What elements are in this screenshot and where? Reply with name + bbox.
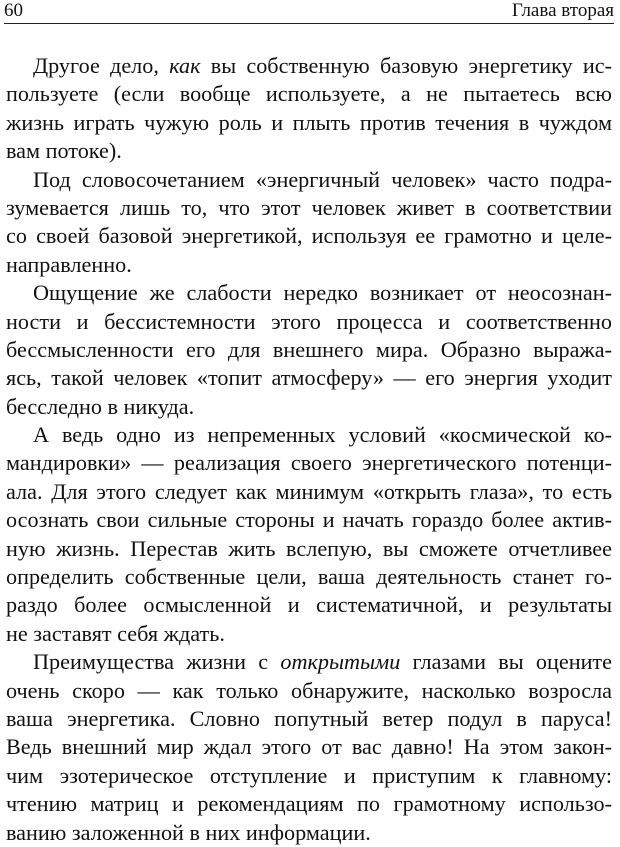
text-line xyxy=(6,563,612,591)
text-line xyxy=(6,279,612,307)
text-line xyxy=(6,506,612,534)
text-line xyxy=(6,449,612,477)
body-text xyxy=(6,52,612,847)
text-line xyxy=(6,819,612,847)
text-line xyxy=(6,137,612,165)
paragraph xyxy=(6,421,612,648)
text-run: жизнь играть чужую роль и плыть против течения в чуждом xyxy=(6,109,612,135)
text-run: со своей базовой энергетикой, используя ее грамотно и целе- xyxy=(6,223,612,249)
text-run: осознать свои сильные стороны и начать гораздо более актив- xyxy=(6,507,612,533)
text-run: ности и бессистемности этого процесса и соответственно xyxy=(6,308,612,334)
paragraph xyxy=(6,52,612,166)
text-run: ваша энергетика. Словно попутный ветер подул в паруса! xyxy=(6,705,612,731)
text-run: раздо более осмысленной и систематичной, и результаты xyxy=(6,592,612,618)
text-run: Ощущение же слабости нередко возникает от неосознан- xyxy=(33,280,612,306)
text-line xyxy=(6,393,612,421)
text-line xyxy=(6,194,612,222)
text-run: мандировки» — реализация своего энергетического потенци- xyxy=(6,450,612,476)
text-run: очень скоро — как только обнаружите, насколько возросла xyxy=(6,677,612,703)
text-line xyxy=(6,336,612,364)
text-run: направленно. xyxy=(6,251,132,277)
text-line xyxy=(6,620,612,648)
text-run: А ведь одно из непременных условий «космической ко- xyxy=(33,422,612,448)
text-line xyxy=(6,677,612,705)
text-line xyxy=(6,166,612,194)
text-run: чим эзотерическое отступление и приступим к главному: xyxy=(6,762,612,788)
text-line xyxy=(6,733,612,761)
text-run: не заставят себя ждать. xyxy=(6,620,225,646)
text-line xyxy=(6,591,612,619)
text-line xyxy=(6,790,612,818)
emphasis-text: как xyxy=(169,53,201,78)
page-header xyxy=(4,0,614,24)
text-run: ванию заложенной в них информации. xyxy=(6,819,371,845)
running-head: Глава вторая xyxy=(511,0,614,21)
text-line xyxy=(6,251,612,279)
paragraph xyxy=(6,279,612,421)
text-line xyxy=(6,648,612,676)
text-run: Другое дело, xyxy=(33,53,170,78)
text-line xyxy=(6,421,612,449)
text-line xyxy=(6,705,612,733)
text-run: Преимущества жизни с xyxy=(33,649,281,675)
text-line xyxy=(6,762,612,790)
text-run: определить собственные цели, ваша деятельность станет го- xyxy=(6,564,612,590)
text-run: чтению матриц и рекомендациям по грамотному использо- xyxy=(6,791,612,817)
text-line xyxy=(6,222,612,250)
text-line xyxy=(6,478,612,506)
text-line xyxy=(6,308,612,336)
text-run: глазами вы оцените xyxy=(400,649,612,675)
text-line xyxy=(6,364,612,392)
text-run: ясь, такой человек «топит атмосферу» — его энергия уходит xyxy=(6,365,612,391)
text-line xyxy=(6,52,612,80)
text-run: бессмысленности его для внешнего мира. Образно выража- xyxy=(6,336,612,362)
text-run: ную жизнь. Перестав жить вслепую, вы сможете отчетливее xyxy=(6,535,612,561)
text-line xyxy=(6,535,612,563)
paragraph xyxy=(6,648,612,847)
text-run: Под словосочетанием «энергичный человек» часто подра- xyxy=(33,166,612,192)
text-run: пользуете (если вообще используете, а не пытаетесь всю xyxy=(6,81,612,107)
paragraph xyxy=(6,166,612,280)
emphasis-text: открытыми xyxy=(280,649,401,675)
page-number: 60 xyxy=(4,0,23,21)
text-line xyxy=(6,109,612,137)
text-run: вам потоке). xyxy=(6,138,122,164)
text-run: зумевается лишь то, что этот человек живет в соответствии xyxy=(6,194,612,220)
text-run: ала. Для этого следует как минимум «открыть глаза», то есть xyxy=(6,478,612,504)
text-run: Ведь внешний мир ждал этого от вас давно! На этом закон- xyxy=(6,734,612,760)
text-run: бесследно в никуда. xyxy=(6,393,195,419)
text-line xyxy=(6,80,612,108)
text-run: вы собственную базовую энергетику ис- xyxy=(200,53,612,78)
